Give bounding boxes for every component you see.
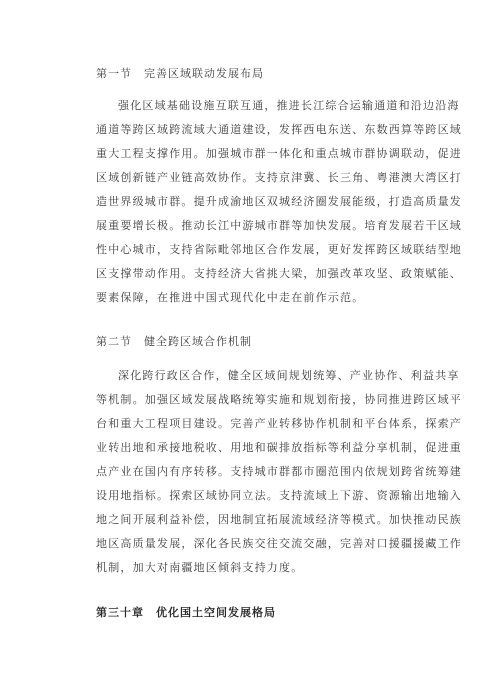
paragraph-line: 强化区域基础设施互联互通，推进长江综合运输通道和沿边沿海 (118, 99, 460, 112)
section-1-paragraph (96, 94, 462, 310)
paragraph-line: 机制，加大对南疆地区倾斜支持力度。 (96, 561, 304, 574)
section-2-paragraph (96, 364, 462, 580)
paragraph-line: 性中心城市，支持省际毗邻地区合作发展，更好发挥跨区域联结型地 (96, 243, 462, 256)
paragraph-line: 地区高质量发展，深化各民族交往交流交融，完善对口援疆援藏工作 (96, 537, 462, 550)
paragraph-line: 区支撑带动作用。支持经济大省挑大梁，加强改革攻坚、政策赋能、 (96, 267, 462, 280)
paragraph-line: 重大工程支撑作用。加强城市群一体化和重点城市群协调联动，促进 (96, 147, 462, 160)
paragraph-line: 台和重大工程项目建设。完善产业转移协作机制和平台体系，探索产 (96, 417, 462, 430)
paragraph-line: 展重要增长极。推动长江中游城市群等加快发展。培育发展若干区域 (96, 219, 462, 232)
paragraph-line: 要素保障，在推进中国式现代化中走在前作示范。 (96, 291, 365, 304)
paragraph-line: 深化跨行政区合作，健全区域间规划统筹、产业协作、利益共享 (118, 369, 460, 382)
paragraph-line: 地之间开展利益补偿，因地制宜拓展流域经济等模式。加快推动民族 (96, 513, 462, 526)
paragraph-line: 业转出地和承接地税收、用地和碳排放指标等利益分享机制，促进重 (96, 441, 462, 454)
section-heading-2: 第二节 健全跨区域合作机制 (96, 335, 252, 348)
chapter-heading: 第三十章 优化国土空间发展格局 (96, 606, 276, 619)
paragraph-line: 点产业在国内有序转移。支持城市群都市圈范围内依规划跨省统筹建 (96, 465, 462, 478)
paragraph-line: 造世界级城市群。提升成渝地区双城经济圈发展能级，打造高质量发 (96, 195, 462, 208)
paragraph-line: 通道等跨区域跨流域大通道建设，发挥西电东送、东数西算等跨区域 (96, 123, 462, 136)
paragraph-line: 区域创新链产业链高效协作。支持京津冀、长三角、粤港澳大湾区打 (96, 171, 462, 184)
paragraph-line: 设用地指标。探索区域协同立法。支持流域上下游、资源输出地输入 (96, 489, 462, 502)
section-heading-1: 第一节 完善区域联动发展布局 (96, 67, 264, 80)
paragraph-line: 等机制。加强区域发展战略统筹实施和规划衔接，协同推进跨区域平 (96, 393, 462, 406)
